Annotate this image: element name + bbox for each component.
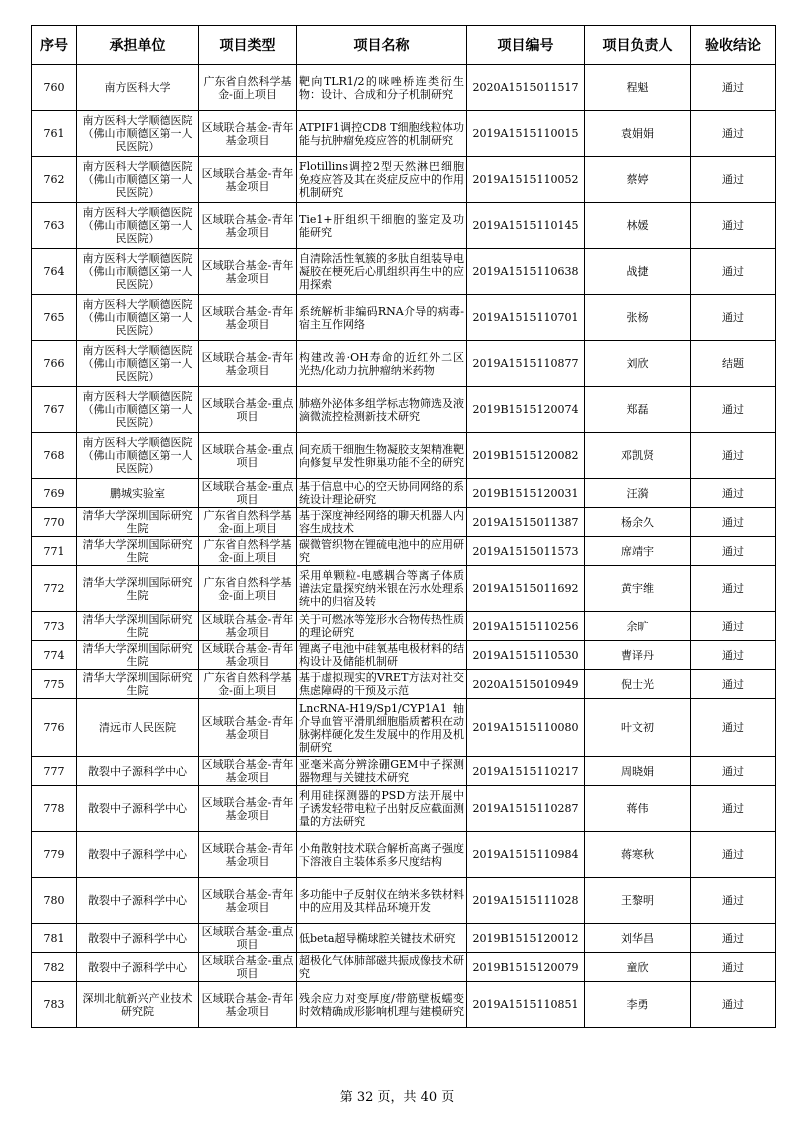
row-leader: 席靖宇 bbox=[585, 537, 691, 566]
row-name: 靶向TLR1/2的咪唑桥连类衍生物：设计、合成和分子机制研究 bbox=[297, 65, 467, 111]
header-leader: 项目负责人 bbox=[585, 26, 691, 65]
row-result: 通过 bbox=[691, 157, 776, 203]
row-leader: 叶文初 bbox=[585, 699, 691, 757]
row-seq: 776 bbox=[32, 699, 77, 757]
table-row bbox=[32, 670, 776, 699]
row-seq: 774 bbox=[32, 641, 77, 670]
table-row bbox=[32, 203, 776, 249]
row-unit: 南方医科大学顺德医院（佛山市顺德区第一人民医院） bbox=[77, 157, 199, 203]
row-seq: 771 bbox=[32, 537, 77, 566]
row-leader: 郑磊 bbox=[585, 387, 691, 433]
table-row bbox=[32, 641, 776, 670]
row-name: 亚毫米高分辨涂硼GEM中子探测器物理与关键技术研究 bbox=[297, 757, 467, 786]
row-seq: 780 bbox=[32, 878, 77, 924]
row-result: 通过 bbox=[691, 612, 776, 641]
table-row bbox=[32, 757, 776, 786]
row-unit: 清远市人民医院 bbox=[77, 699, 199, 757]
row-type: 区域联合基金-青年基金项目 bbox=[199, 641, 297, 670]
row-result: 通过 bbox=[691, 982, 776, 1028]
row-seq: 763 bbox=[32, 203, 77, 249]
row-code: 2019A1515110080 bbox=[467, 699, 585, 757]
row-type: 区域联合基金-青年基金项目 bbox=[199, 757, 297, 786]
header-code: 项目编号 bbox=[467, 26, 585, 65]
row-seq: 764 bbox=[32, 249, 77, 295]
row-leader: 战捷 bbox=[585, 249, 691, 295]
row-code: 2019A1515110015 bbox=[467, 111, 585, 157]
row-leader: 余旷 bbox=[585, 612, 691, 641]
row-seq: 777 bbox=[32, 757, 77, 786]
row-type: 区域联合基金-青年基金项目 bbox=[199, 111, 297, 157]
row-unit: 南方医科大学顺德医院（佛山市顺德区第一人民医院） bbox=[77, 433, 199, 479]
row-unit: 散裂中子源科学中心 bbox=[77, 757, 199, 786]
row-type: 区域联合基金-重点项目 bbox=[199, 953, 297, 982]
row-seq: 775 bbox=[32, 670, 77, 699]
row-leader: 刘华昌 bbox=[585, 924, 691, 953]
row-type: 区域联合基金-青年基金项目 bbox=[199, 878, 297, 924]
row-type: 广东省自然科学基金-面上项目 bbox=[199, 508, 297, 537]
row-name: Tie1+肝组织干细胞的鉴定及功能研究 bbox=[297, 203, 467, 249]
row-result: 通过 bbox=[691, 878, 776, 924]
row-type: 区域联合基金-青年基金项目 bbox=[199, 249, 297, 295]
row-type: 广东省自然科学基金-面上项目 bbox=[199, 65, 297, 111]
table-row bbox=[32, 924, 776, 953]
row-unit: 南方医科大学顺德医院（佛山市顺德区第一人民医院） bbox=[77, 295, 199, 341]
row-type: 区域联合基金-重点项目 bbox=[199, 924, 297, 953]
row-type: 区域联合基金-重点项目 bbox=[199, 479, 297, 508]
row-code: 2019A1515111028 bbox=[467, 878, 585, 924]
row-result: 通过 bbox=[691, 670, 776, 699]
row-leader: 童欣 bbox=[585, 953, 691, 982]
row-leader: 蒋寒秋 bbox=[585, 832, 691, 878]
row-name: Flotillins调控2型天然淋巴细胞免疫应答及其在炎症反应中的作用机制研究 bbox=[297, 157, 467, 203]
table-row bbox=[32, 479, 776, 508]
row-code: 2019A1515110638 bbox=[467, 249, 585, 295]
row-name: 肺癌外泌体多组学标志物筛选及液滴微流控检测新技术研究 bbox=[297, 387, 467, 433]
row-unit: 清华大学深圳国际研究生院 bbox=[77, 508, 199, 537]
row-seq: 772 bbox=[32, 566, 77, 612]
row-code: 2019B1515120082 bbox=[467, 433, 585, 479]
row-result: 通过 bbox=[691, 387, 776, 433]
row-name: 自清除活性氧簇的多肽自组装导电凝胶在梗死后心肌组织再生中的应用探索 bbox=[297, 249, 467, 295]
table-row bbox=[32, 249, 776, 295]
row-unit: 南方医科大学顺德医院（佛山市顺德区第一人民医院） bbox=[77, 203, 199, 249]
row-leader: 李勇 bbox=[585, 982, 691, 1028]
row-seq: 766 bbox=[32, 341, 77, 387]
row-name: 小角散射技术联合解析高离子强度下溶液自主装体系多尺度结构 bbox=[297, 832, 467, 878]
header-result: 验收结论 bbox=[691, 26, 776, 65]
row-seq: 781 bbox=[32, 924, 77, 953]
row-unit: 鹏城实验室 bbox=[77, 479, 199, 508]
row-name: 关于可燃冰等笼形水合物传热性质的理论研究 bbox=[297, 612, 467, 641]
row-type: 区域联合基金-青年基金项目 bbox=[199, 295, 297, 341]
row-leader: 张杨 bbox=[585, 295, 691, 341]
row-leader: 黄宇维 bbox=[585, 566, 691, 612]
row-leader: 王黎明 bbox=[585, 878, 691, 924]
row-name: ATPIF1调控CD8 T细胞线粒体功能与抗肿瘤免疫应答的机制研究 bbox=[297, 111, 467, 157]
row-result: 通过 bbox=[691, 786, 776, 832]
row-code: 2019A1515011387 bbox=[467, 508, 585, 537]
table-row bbox=[32, 786, 776, 832]
header-seq: 序号 bbox=[32, 26, 77, 65]
row-name: 基于虚拟现实的VRET方法对社交焦虑障碍的干预及示范 bbox=[297, 670, 467, 699]
row-name: 构建改善·OH寿命的近红外二区光热/化动力抗肿瘤纳米药物 bbox=[297, 341, 467, 387]
row-name: 残余应力对变厚度/带筋壁板蠕变时效精确成形影响机理与建模研究 bbox=[297, 982, 467, 1028]
table-row bbox=[32, 111, 776, 157]
row-code: 2019A1515110145 bbox=[467, 203, 585, 249]
row-code: 2019A1515110984 bbox=[467, 832, 585, 878]
table-row bbox=[32, 832, 776, 878]
row-seq: 765 bbox=[32, 295, 77, 341]
row-name: 基于深度神经网络的聊天机器人内容生成技术 bbox=[297, 508, 467, 537]
row-seq: 769 bbox=[32, 479, 77, 508]
row-code: 2019A1515110701 bbox=[467, 295, 585, 341]
row-code: 2019B1515120074 bbox=[467, 387, 585, 433]
row-name: 碳微管织物在锂硫电池中的应用研究 bbox=[297, 537, 467, 566]
row-seq: 782 bbox=[32, 953, 77, 982]
row-unit: 清华大学深圳国际研究生院 bbox=[77, 566, 199, 612]
row-code: 2019A1515110877 bbox=[467, 341, 585, 387]
row-name: 多功能中子反射仪在纳米多铁材料中的应用及其样品环境开发 bbox=[297, 878, 467, 924]
project-acceptance-table bbox=[31, 25, 776, 1028]
table-row bbox=[32, 341, 776, 387]
row-result: 通过 bbox=[691, 479, 776, 508]
row-seq: 760 bbox=[32, 65, 77, 111]
row-code: 2019B1515120012 bbox=[467, 924, 585, 953]
row-result: 通过 bbox=[691, 203, 776, 249]
row-type: 区域联合基金-重点项目 bbox=[199, 387, 297, 433]
row-type: 区域联合基金-青年基金项目 bbox=[199, 341, 297, 387]
page-footer: 第 32 页，共 40 页 bbox=[339, 1090, 455, 1105]
table-row bbox=[32, 433, 776, 479]
row-result: 通过 bbox=[691, 924, 776, 953]
row-leader: 周晓娟 bbox=[585, 757, 691, 786]
table-row bbox=[32, 566, 776, 612]
row-leader: 汪漪 bbox=[585, 479, 691, 508]
table-row bbox=[32, 953, 776, 982]
row-type: 区域联合基金-青年基金项目 bbox=[199, 157, 297, 203]
row-name: 锂离子电池中硅氧基电极材料的结构设计及储能机制研 bbox=[297, 641, 467, 670]
table-row bbox=[32, 65, 776, 111]
table-row bbox=[32, 699, 776, 757]
table-header-row bbox=[32, 26, 776, 65]
header-unit: 承担单位 bbox=[77, 26, 199, 65]
row-result: 通过 bbox=[691, 757, 776, 786]
table-row bbox=[32, 508, 776, 537]
row-result: 通过 bbox=[691, 537, 776, 566]
row-code: 2019A1515110287 bbox=[467, 786, 585, 832]
row-result: 通过 bbox=[691, 295, 776, 341]
row-leader: 袁娟娟 bbox=[585, 111, 691, 157]
row-result: 通过 bbox=[691, 699, 776, 757]
table-row bbox=[32, 537, 776, 566]
row-name: 利用硅探测器的PSD方法开展中子诱发轻带电粒子出射反应截面测量的方法研究 bbox=[297, 786, 467, 832]
row-code: 2019A1515110851 bbox=[467, 982, 585, 1028]
table-row bbox=[32, 612, 776, 641]
row-name: LncRNA-H19/Sp1/CYP1A1轴介导血管平滑肌细胞脂质蓄积在动脉粥样硬化发生发展中的作用及机制研究 bbox=[297, 699, 467, 757]
row-type: 广东省自然科学基金-面上项目 bbox=[199, 670, 297, 699]
row-type: 广东省自然科学基金-面上项目 bbox=[199, 537, 297, 566]
row-unit: 南方医科大学顺德医院（佛山市顺德区第一人民医院） bbox=[77, 249, 199, 295]
row-unit: 清华大学深圳国际研究生院 bbox=[77, 612, 199, 641]
row-unit: 散裂中子源科学中心 bbox=[77, 786, 199, 832]
row-type: 区域联合基金-青年基金项目 bbox=[199, 982, 297, 1028]
row-code: 2019A1515110256 bbox=[467, 612, 585, 641]
row-code: 2019A1515110530 bbox=[467, 641, 585, 670]
row-seq: 783 bbox=[32, 982, 77, 1028]
row-code: 2019A1515110217 bbox=[467, 757, 585, 786]
row-leader: 邓凯贤 bbox=[585, 433, 691, 479]
row-unit: 南方医科大学顺德医院（佛山市顺德区第一人民医院） bbox=[77, 387, 199, 433]
row-seq: 770 bbox=[32, 508, 77, 537]
table-row bbox=[32, 982, 776, 1028]
row-leader: 刘欣 bbox=[585, 341, 691, 387]
row-result: 通过 bbox=[691, 566, 776, 612]
row-seq: 779 bbox=[32, 832, 77, 878]
row-code: 2020A1515010949 bbox=[467, 670, 585, 699]
row-leader: 蔡婷 bbox=[585, 157, 691, 203]
row-type: 区域联合基金-青年基金项目 bbox=[199, 832, 297, 878]
row-unit: 散裂中子源科学中心 bbox=[77, 924, 199, 953]
row-unit: 清华大学深圳国际研究生院 bbox=[77, 537, 199, 566]
row-name: 低beta超导椭球腔关键技术研究 bbox=[297, 924, 467, 953]
row-result: 通过 bbox=[691, 249, 776, 295]
row-result: 通过 bbox=[691, 433, 776, 479]
row-type: 区域联合基金-重点项目 bbox=[199, 433, 297, 479]
row-unit: 清华大学深圳国际研究生院 bbox=[77, 670, 199, 699]
row-seq: 767 bbox=[32, 387, 77, 433]
header-type: 项目类型 bbox=[199, 26, 297, 65]
row-seq: 761 bbox=[32, 111, 77, 157]
row-name: 间充质干细胞生物凝胶支架精准靶向修复早发性卵巢功能不全的研究 bbox=[297, 433, 467, 479]
row-unit: 深圳北航新兴产业技术研究院 bbox=[77, 982, 199, 1028]
row-code: 2020A1515011517 bbox=[467, 65, 585, 111]
row-leader: 倪士光 bbox=[585, 670, 691, 699]
row-result: 通过 bbox=[691, 953, 776, 982]
row-type: 广东省自然科学基金-面上项目 bbox=[199, 566, 297, 612]
row-name: 基于信息中心的空天协同网络的系统设计理论研究 bbox=[297, 479, 467, 508]
row-result: 通过 bbox=[691, 508, 776, 537]
header-name: 项目名称 bbox=[297, 26, 467, 65]
row-unit: 清华大学深圳国际研究生院 bbox=[77, 641, 199, 670]
row-type: 区域联合基金-青年基金项目 bbox=[199, 203, 297, 249]
table-row bbox=[32, 387, 776, 433]
row-seq: 773 bbox=[32, 612, 77, 641]
row-code: 2019A1515110052 bbox=[467, 157, 585, 203]
row-code: 2019B1515120079 bbox=[467, 953, 585, 982]
row-code: 2019A1515011573 bbox=[467, 537, 585, 566]
row-unit: 南方医科大学顺德医院（佛山市顺德区第一人民医院） bbox=[77, 111, 199, 157]
row-leader: 曹译丹 bbox=[585, 641, 691, 670]
row-type: 区域联合基金-青年基金项目 bbox=[199, 699, 297, 757]
row-result: 通过 bbox=[691, 65, 776, 111]
row-unit: 散裂中子源科学中心 bbox=[77, 878, 199, 924]
table-row bbox=[32, 878, 776, 924]
row-type: 区域联合基金-青年基金项目 bbox=[199, 612, 297, 641]
row-result: 结题 bbox=[691, 341, 776, 387]
table-row bbox=[32, 157, 776, 203]
row-unit: 散裂中子源科学中心 bbox=[77, 953, 199, 982]
row-name: 采用单颗粒-电感耦合等离子体质谱法定量探究纳米银在污水处理系统中的归宿及转 bbox=[297, 566, 467, 612]
row-leader: 林媛 bbox=[585, 203, 691, 249]
row-leader: 蒋伟 bbox=[585, 786, 691, 832]
table-row bbox=[32, 295, 776, 341]
row-leader: 程魁 bbox=[585, 65, 691, 111]
row-result: 通过 bbox=[691, 832, 776, 878]
row-unit: 散裂中子源科学中心 bbox=[77, 832, 199, 878]
row-result: 通过 bbox=[691, 111, 776, 157]
row-leader: 杨余久 bbox=[585, 508, 691, 537]
row-code: 2019B1515120031 bbox=[467, 479, 585, 508]
row-code: 2019A1515011692 bbox=[467, 566, 585, 612]
row-type: 区域联合基金-青年基金项目 bbox=[199, 786, 297, 832]
row-name: 超极化气体肺部磁共振成像技术研究 bbox=[297, 953, 467, 982]
row-seq: 778 bbox=[32, 786, 77, 832]
row-result: 通过 bbox=[691, 641, 776, 670]
row-name: 系统解析非编码RNA介导的病毒-宿主互作网络 bbox=[297, 295, 467, 341]
row-unit: 南方医科大学顺德医院（佛山市顺德区第一人民医院） bbox=[77, 341, 199, 387]
row-unit: 南方医科大学 bbox=[77, 65, 199, 111]
row-seq: 762 bbox=[32, 157, 77, 203]
row-seq: 768 bbox=[32, 433, 77, 479]
